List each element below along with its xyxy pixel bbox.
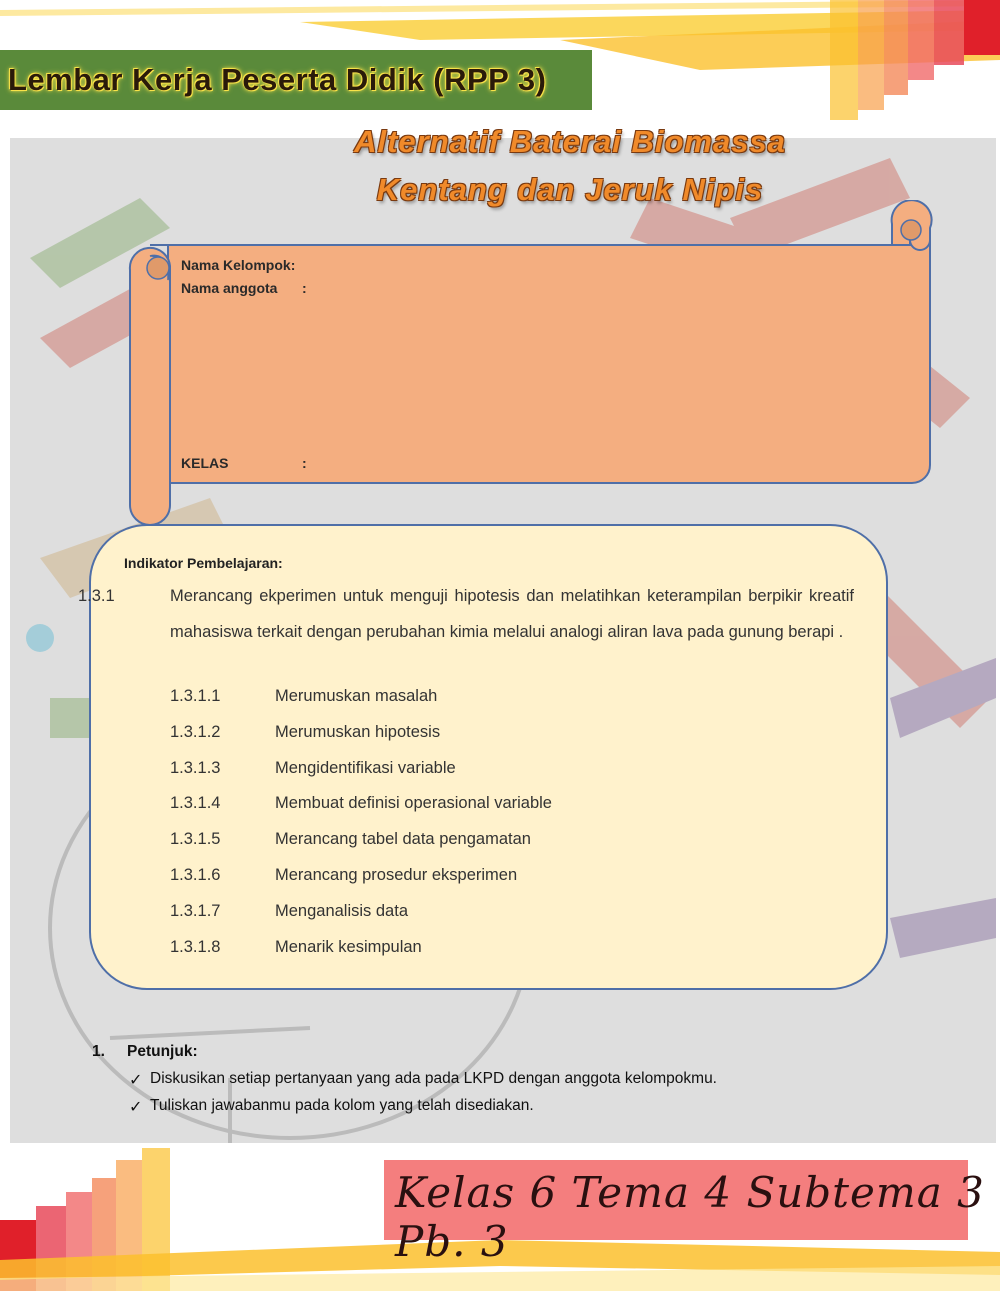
sub-indicator-number: 1.3.1.6 bbox=[170, 866, 221, 884]
checkmark-icon: ✓ bbox=[129, 1099, 143, 1116]
sub-indicator-number: 1.3.1.1 bbox=[170, 687, 221, 705]
worksheet-heading: Lembar Kerja Peserta Didik (RPP 3) bbox=[8, 62, 547, 97]
indicators-heading: Indikator Pembelajaran: bbox=[124, 555, 283, 571]
group-name-label: Nama Kelompok: bbox=[181, 257, 296, 273]
sub-indicator-number: 1.3.1.4 bbox=[170, 794, 221, 813]
sub-indicator-text: Merancang tabel data pengamatan bbox=[275, 830, 531, 849]
header-banner bbox=[0, 50, 592, 110]
group-info-scroll bbox=[120, 200, 940, 530]
sub-indicator-text: Merumuskan hipotesis bbox=[275, 722, 441, 741]
sub-indicator-text: Menarik kesimpulan bbox=[275, 937, 422, 956]
sub-indicator-number: 1.3.1.7 bbox=[170, 901, 221, 920]
members-label: Nama anggota bbox=[181, 280, 278, 296]
sub-indicator-text: Membuat definisi operasional variable bbox=[275, 794, 552, 813]
instruction-item: Diskusikan setiap pertanyaan yang ada pada LKPD dengan anggota kelompokmu. bbox=[150, 1070, 717, 1087]
main-title-line-2: Kentang dan Jeruk Nipis bbox=[376, 172, 764, 207]
sub-indicator-number: 1.3.1.3 bbox=[170, 758, 221, 777]
main-indicator-text: Merancang ekperimen untuk menguji hipotesis dan melatihkan keterampilan berpikir kreatif mahasiswa terkait dengan perubahan kimia melalui analogi aliran lava pada gunung berapi . bbox=[170, 587, 854, 641]
main-title-line-1: Alternatif Baterai Biomassa bbox=[354, 124, 786, 159]
class-label: KELAS bbox=[181, 455, 229, 471]
sub-indicator-text: Merumuskan masalah bbox=[275, 687, 438, 705]
sub-indicator-text: Menganalisis data bbox=[275, 901, 408, 920]
sub-indicator-number: 1.3.1.5 bbox=[170, 830, 221, 849]
main-indicator-number: 1.3.1 bbox=[78, 587, 115, 605]
members-colon: : bbox=[302, 280, 307, 296]
sub-indicator-number: 1.3.1.2 bbox=[170, 722, 221, 741]
sub-indicator-number: 1.3.1.8 bbox=[170, 937, 221, 956]
checkmark-icon: ✓ bbox=[129, 1072, 143, 1089]
main-indicator bbox=[78, 578, 854, 650]
class-theme-label: Kelas 6 Tema 4 Subtema 3 Pb. 3 bbox=[395, 1168, 985, 1266]
instruction-item: Tuliskan jawabanmu pada kolom yang telah disediakan. bbox=[150, 1097, 534, 1114]
instructions-number: 1. bbox=[92, 1043, 105, 1060]
instructions-title: Petunjuk: bbox=[127, 1043, 198, 1060]
sub-indicator-text: Mengidentifikasi variable bbox=[275, 758, 456, 777]
sub-indicator-text: Merancang prosedur eksperimen bbox=[275, 866, 518, 884]
class-colon: : bbox=[302, 455, 307, 471]
